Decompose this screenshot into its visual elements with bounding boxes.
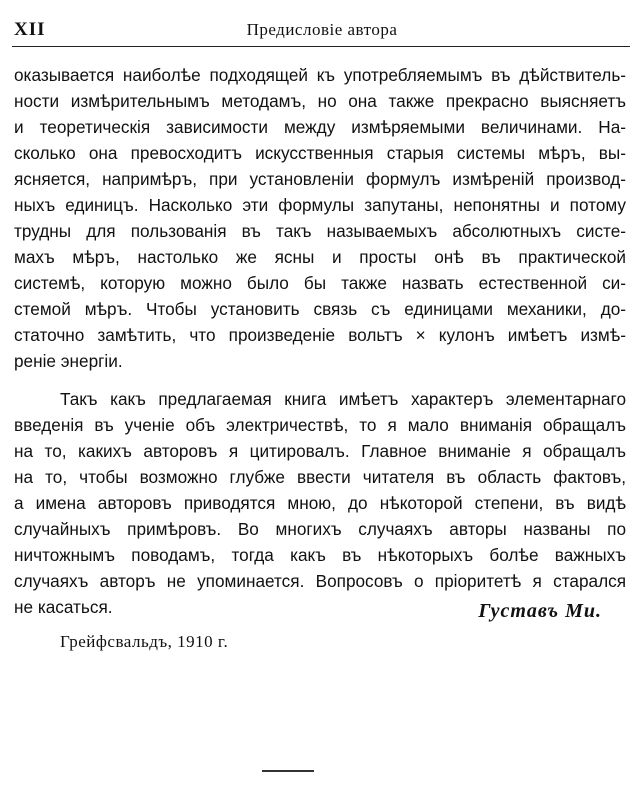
body-text	[14, 62, 626, 620]
text-line: сколько она превосходитъ искусственныя старыя системы мѣръ, вы-	[14, 143, 626, 163]
text-line: махъ мѣръ, настолько же ясны и просты онѣ въ практической	[14, 247, 626, 267]
header-rule	[12, 46, 630, 47]
text-line: и теоретическiя зависимости между измѣряемыми величинами. На-	[14, 117, 626, 137]
author-signature: Густавъ Ми.	[478, 600, 602, 622]
text-line: на то, чтобы возможно глубже ввести читателя въ область фактовъ,	[14, 467, 626, 487]
text-line: ренiе энергiи.	[14, 351, 123, 371]
footer-rule	[262, 770, 314, 772]
text-line: оказывается наиболѣе подходящей къ употребляемымъ въ дѣйствитель-	[14, 65, 626, 85]
text-line: стемой мѣръ. Чтобы установить связь съ единицами механики, до-	[14, 299, 626, 319]
text-line: введенiя въ ученiе объ электричествѣ, то я мало вниманiя обращалъ	[14, 415, 626, 435]
text-line: трудны для пользованiя въ такъ называемыхъ абсолютныхъ систе-	[14, 221, 626, 241]
place-date: Грейфсвальдъ, 1910 г.	[60, 632, 229, 651]
text-line: случайныхъ примѣровъ. Во многихъ случаяхъ авторы названы по	[14, 519, 626, 539]
text-line: ясняется, напримѣръ, при установленiи формулъ измѣренiй производ-	[14, 169, 626, 189]
paragraph-1	[14, 62, 626, 374]
text-line: ничтожнымъ поводамъ, тогда какъ въ нѣкоторыхъ болѣе важныхъ	[14, 545, 626, 565]
text-line: статочно замѣтить, что произведенiе вольтъ × кулонъ имѣетъ измѣ-	[14, 325, 626, 345]
paragraph-gap	[14, 374, 626, 386]
text-line: а имена авторовъ приводятся мною, до нѣкоторой степени, въ видѣ	[14, 493, 626, 513]
text-line: на то, какихъ авторовъ я цитировалъ. Главное вниманiе я обращалъ	[14, 441, 626, 461]
text-line: случаяхъ авторъ не упоминается. Вопросовъ о прiоритетѣ я старался	[14, 571, 626, 591]
text-line: ныхъ единицъ. Насколько эти формулы запутаны, непонятны и потому	[14, 195, 626, 215]
page-number: XII	[14, 19, 46, 40]
text-line: ности измѣрительнымъ методамъ, но она также прекрасно выясняетъ	[14, 91, 626, 111]
text-line: не касаться.	[14, 597, 113, 617]
running-head: Предисловiе автора	[246, 20, 398, 39]
paragraph-2	[14, 386, 626, 620]
page-header	[14, 14, 630, 44]
text-line: Такъ какъ предлагаемая книга имѣетъ характеръ элементарнаго	[60, 389, 626, 409]
text-line: системѣ, которую можно было бы также назвать естественной си-	[14, 273, 626, 293]
